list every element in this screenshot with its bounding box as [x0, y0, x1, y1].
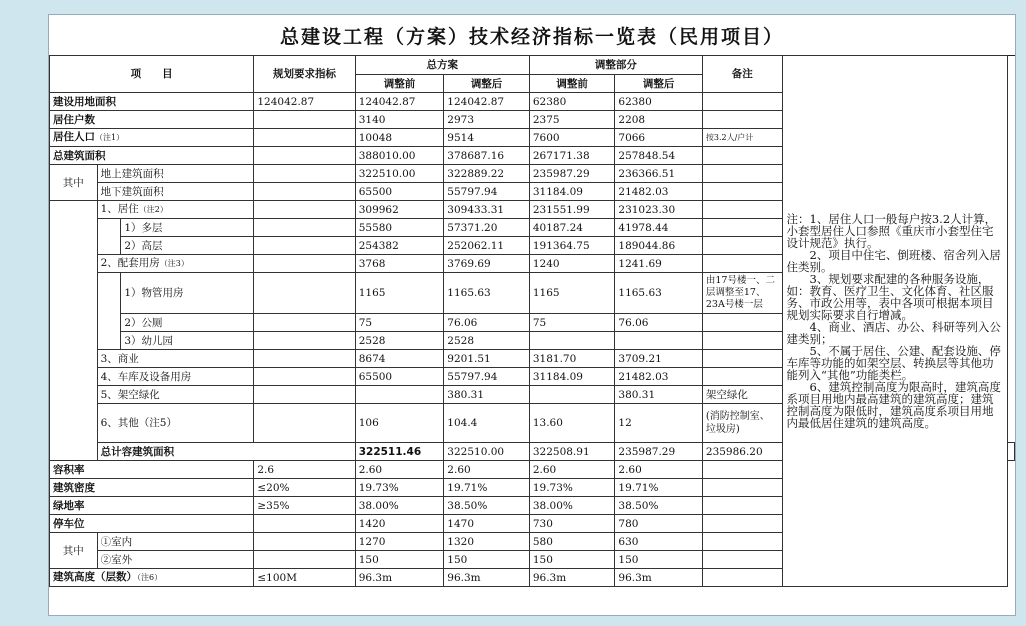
- table-row: 建筑高度（层数）（注6） ≤100M 96.3m 96.3m 96.3m 96.3m: [50, 569, 1015, 587]
- table-row: 6、其他（注5） 106 104.4 13.60 12 (消防控制室、垃圾房): [50, 404, 1015, 443]
- table-row: ②室外 150 150 150 150: [50, 551, 1015, 569]
- header-total-after: 调整后: [444, 75, 530, 93]
- header-item: 项 目: [50, 56, 254, 93]
- table-row: 2）高层 254382 252062.11 191364.75 189044.86: [50, 237, 1015, 255]
- table-row: 地下建筑面积 65500 55797.94 31184.09 21482.03: [50, 183, 1015, 201]
- table-title: 总建设工程（方案）技术经济指标一览表（民用项目）: [49, 15, 1015, 56]
- table-row: 建筑密度 ≤20% 19.73% 19.71% 19.73% 19.71%: [50, 479, 1015, 497]
- table-row: 2、配套用房（注3） 3768 3769.69 1240 1241.69: [50, 255, 1015, 273]
- notes-cell: [782, 56, 1007, 587]
- table-row: 居住户数 3140 2973 2375 2208: [50, 111, 1015, 129]
- table-row: 3）幼儿园 2528 2528: [50, 332, 1015, 350]
- note-5: 5、不属于居住、公建、配套设施、停车库等功能的如架空层、转换层等其他功能列入“其他”功能类栏。: [786, 344, 1001, 382]
- table-row: 1）多层 55580 57371.20 40187.24 41978.44: [50, 219, 1015, 237]
- note-1: 注：1、居住人口一般每户按3.2人计算，小套型居住人口参照《重庆市小套型住宅设计规范》执行。: [786, 212, 997, 250]
- table-row: 容积率 2.6 2.60 2.60 2.60 2.60: [50, 461, 1015, 479]
- table-row: 4、车库及设备用房 65500 55797.94 31184.09 21482.03: [50, 368, 1015, 386]
- table-row: 5、架空绿化 380.31 380.31 架空绿化: [50, 386, 1015, 404]
- header-total-before: 调整前: [355, 75, 444, 93]
- table-row: 建设用地面积 124042.87 124042.87 124042.87 62380 62380: [50, 93, 1015, 111]
- header-adjust-part: 调整部分: [529, 56, 702, 75]
- table-row: 1、居住（注2） 309962 309433.31 231551.99 231023.30: [50, 201, 1015, 219]
- header-adjust-before: 调整前: [529, 75, 615, 93]
- header-remark: 备注: [702, 56, 782, 93]
- table-row: 总建筑面积 388010.00 378687.16 267171.38 257848.54: [50, 147, 1015, 165]
- table-row: 2）公厕 75 76.06 75 76.06: [50, 314, 1015, 332]
- table-row: 其中 ①室内 1270 1320 580 630: [50, 533, 1015, 551]
- table-row: 1）物管用房 1165 1165.63 1165 1165.63 由17号楼一、二层调整至17、23A号楼一层: [50, 273, 1015, 314]
- indicator-table: [49, 55, 1015, 587]
- table-row: 其中 地上建筑面积 322510.00 322889.22 235987.29 236366.51: [50, 165, 1015, 183]
- note-2: 2、项目中住宅、倒班楼、宿舍列入居住类别。: [786, 248, 1001, 274]
- note-6: 6、建筑控制高度为限高时，建筑高度系项目用地内最高建筑的建筑高度；建筑控制高度为限低时，建筑高度系项目用地内最低居住建筑的建筑高度。: [786, 380, 1001, 430]
- header-planning: 规划要求指标: [254, 56, 355, 93]
- table-row: 绿地率 ≥35% 38.00% 38.50% 38.00% 38.50%: [50, 497, 1015, 515]
- note-4: 4、商业、酒店、办公、科研等列入公建类别；: [786, 320, 1001, 346]
- header-adjust-after: 调整后: [615, 75, 703, 93]
- table-row: 居住人口（注1） 10048 9514 7600 7066 按3.2人/户计: [50, 129, 1015, 147]
- indicator-sheet: [48, 14, 1016, 616]
- table-row: 3、商业 8674 9201.51 3181.70 3709.21: [50, 350, 1015, 368]
- table-row: 总计容建筑面积 322511.46 322510.00 322508.91 235987.29 235986.20: [50, 443, 1015, 461]
- table-row: 停车位 1420 1470 730 780: [50, 515, 1015, 533]
- note-3: 3、规划要求配建的各种服务设施，如：教育、医疗卫生、文化体育、社区服务、市政公用等，表中各项可根据本项目规划实际要求自行增减。: [786, 272, 994, 322]
- header-total-plan: 总方案: [355, 56, 529, 75]
